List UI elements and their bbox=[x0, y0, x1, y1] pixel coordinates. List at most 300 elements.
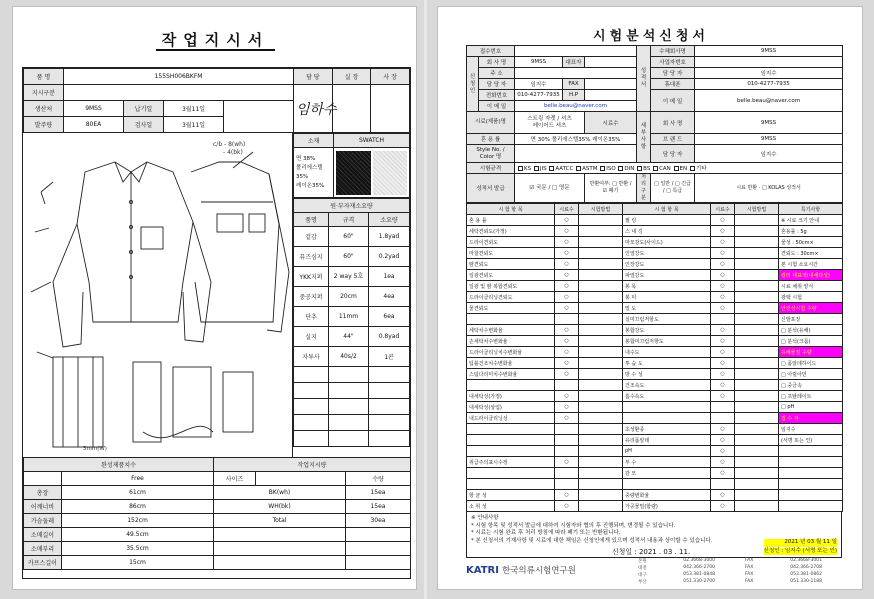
test-count-right[interactable] bbox=[711, 314, 735, 325]
size-row-value: 86cm bbox=[62, 500, 214, 514]
finished-size-table bbox=[23, 457, 411, 570]
test-item-right: 봉 목 bbox=[623, 281, 711, 292]
test-count-left[interactable]: ○ bbox=[555, 347, 579, 358]
test-count-left[interactable] bbox=[555, 314, 579, 325]
special-note: ※ 시료 크기 안내 bbox=[779, 215, 843, 226]
branch-contact-text: 대전 bbox=[638, 566, 647, 571]
sample-name-value: 스트링 자켓 / 셔츠 레이어드 셔츠 bbox=[515, 112, 585, 134]
test-count-right[interactable]: ○ bbox=[711, 435, 735, 446]
test-count-right[interactable]: ○ bbox=[711, 369, 735, 380]
checkbox-aatcc[interactable] bbox=[549, 166, 554, 171]
approval-table bbox=[293, 68, 410, 133]
test-method-left bbox=[579, 215, 623, 226]
special-note: □ pH bbox=[779, 402, 843, 413]
test-item-right: 투 습 도 bbox=[623, 358, 711, 369]
test-count-right[interactable]: ○ bbox=[711, 215, 735, 226]
test-item-right: 흡수속도 bbox=[623, 391, 711, 402]
test-item-left: 손세탁치수변화율 bbox=[467, 336, 555, 347]
test-count-left[interactable] bbox=[555, 424, 579, 435]
kolas-option[interactable]: 시료 반환 · □ KOLAS 성적서 bbox=[695, 174, 843, 203]
test-count-right[interactable]: ○ bbox=[711, 303, 735, 314]
test-method-left bbox=[579, 468, 623, 479]
test-count-left[interactable] bbox=[555, 380, 579, 391]
product-name-label: 품 명 bbox=[24, 69, 64, 85]
test-count-right[interactable]: ○ bbox=[711, 347, 735, 358]
company-label: 회 사 명 bbox=[479, 57, 515, 68]
test-count-left[interactable]: ○ bbox=[555, 402, 579, 413]
test-item-left: 세탁견뢰도(가정) bbox=[467, 226, 555, 237]
fabric-swatch bbox=[334, 148, 410, 198]
test-item-left: 스팀다리미치수변화율 bbox=[467, 369, 555, 380]
test-count-left[interactable] bbox=[555, 446, 579, 457]
test-method-right bbox=[735, 490, 779, 501]
garment-sketch bbox=[23, 132, 293, 457]
tests-head-item-2: 시 험 항 목 bbox=[623, 204, 711, 215]
subsidiary-row: 단추 bbox=[294, 307, 329, 327]
test-row bbox=[467, 347, 843, 358]
display-brand-value: 9MSS bbox=[695, 134, 843, 145]
test-row bbox=[467, 270, 843, 281]
test-item-right: pH bbox=[623, 446, 711, 457]
test-count-left[interactable]: ○ bbox=[555, 325, 579, 336]
test-method-right bbox=[735, 303, 779, 314]
tests-head-count-2: 시료수 bbox=[711, 204, 735, 215]
product-name-value: 155SH006BKFM bbox=[64, 69, 294, 85]
test-row bbox=[467, 391, 843, 402]
test-item-right: 필 링 bbox=[623, 215, 711, 226]
test-count-right[interactable]: ○ bbox=[711, 468, 735, 479]
test-method-left bbox=[579, 248, 623, 259]
test-method-left bbox=[579, 490, 623, 501]
test-row bbox=[467, 380, 843, 391]
test-method-right bbox=[735, 292, 779, 303]
test-method-right bbox=[735, 446, 779, 457]
test-count-right[interactable]: ○ bbox=[711, 325, 735, 336]
notice-date: 2021 년 03 월 11 일 bbox=[764, 539, 837, 547]
test-method-left bbox=[579, 391, 623, 402]
branch-contact-text: FAX bbox=[745, 579, 754, 584]
test-method-left bbox=[579, 303, 623, 314]
hp-label: H.P bbox=[563, 90, 585, 101]
inspect-date-value: 3월11일 bbox=[164, 117, 224, 133]
phone-value: 010-4277-7935 bbox=[515, 90, 563, 101]
display-brand-label: 브 랜 드 bbox=[651, 134, 695, 145]
test-count-left[interactable]: ○ bbox=[555, 369, 579, 380]
branch-contact-text: 042.366-2708 bbox=[790, 565, 822, 570]
test-count-left[interactable]: ○ bbox=[555, 292, 579, 303]
page-gutter bbox=[424, 0, 427, 599]
manager-label: 담 당 자 bbox=[479, 79, 515, 90]
biz-no-label: 사업자번호 bbox=[651, 57, 695, 68]
test-count-left[interactable] bbox=[555, 479, 579, 490]
special-note: 안전성시험 수량 bbox=[779, 303, 843, 314]
test-method-right bbox=[735, 237, 779, 248]
composition-value: 면 30% 폴리에스텔35% 레이온35% bbox=[515, 134, 637, 145]
test-item-right: 중량변화율 bbox=[623, 490, 711, 501]
test-row bbox=[467, 303, 843, 314]
test-row bbox=[467, 314, 843, 325]
test-row bbox=[467, 468, 843, 479]
test-method-right bbox=[735, 259, 779, 270]
composition-label: 혼 용 률 bbox=[467, 134, 515, 145]
checkbox-can[interactable] bbox=[653, 166, 658, 171]
test-count-left[interactable]: ○ bbox=[555, 259, 579, 270]
report-phone-value: 010-4277-7935 bbox=[695, 79, 843, 90]
test-rows bbox=[467, 215, 843, 512]
test-count-right[interactable]: ○ bbox=[711, 259, 735, 270]
test-method-left bbox=[579, 314, 623, 325]
special-note: 유해물질 수량 bbox=[779, 347, 843, 358]
test-count-left[interactable]: ○ bbox=[555, 281, 579, 292]
subsidiary-row: 퓨즈심지 bbox=[294, 247, 329, 267]
notice-box: ※ 안내사항 * 시험 항목 및 성적서 발급에 대하여 시험자와 협의 후 진행되며, 변경될 수 있습니다. * 시료는 시험 완료 후 처리 방침에 따라 폐기 또는 반환됩니다. * 본 신청서의 기재사항 및 시료에 대한 책임은 신청인에게 있으며 성적서 내용과 상이할 수 있습니다. 2021 년 03 월 11 일 신청인 : 임지수 (서명 또는 인) bbox=[466, 512, 842, 558]
style-no-label: Style No. / Color 명 bbox=[467, 145, 515, 163]
test-item-right: 밀 도 bbox=[623, 303, 711, 314]
tests-head-method: 시험방법 bbox=[579, 204, 623, 215]
order-qty-value: 80EA bbox=[64, 117, 124, 133]
test-item-right: 봉 미 bbox=[623, 292, 711, 303]
test-item-right: 가공물밀(함량) bbox=[623, 501, 711, 512]
test-method-right bbox=[735, 314, 779, 325]
special-note bbox=[779, 479, 843, 490]
test-count-left[interactable]: ○ bbox=[555, 270, 579, 281]
inspect-date-label: 검사일 bbox=[124, 117, 164, 133]
branch-contact-text: 대구 bbox=[638, 573, 647, 578]
test-method-right bbox=[735, 281, 779, 292]
test-count-left[interactable]: ○ bbox=[555, 226, 579, 237]
special-note: □ 폼알데하이드 bbox=[779, 358, 843, 369]
application-date: 신청일 : 2021 . 03 . 11. bbox=[611, 548, 691, 556]
test-method-left bbox=[579, 501, 623, 512]
test-method-right bbox=[735, 380, 779, 391]
test-item-left: 드라이견뢰도 bbox=[467, 237, 555, 248]
subsidiary-table: 원·부자재소요량 품명 규격 소요량 겉감 60" 1.8yad 퓨즈심지 60" 0.2yad YKK지퍼 2 way 5호 1ea 중공지퍼 20cm 4ea 단추 11mm 6ea 실지 44" 0.8yad 자투사 40s/2 1콘 bbox=[293, 198, 410, 447]
test-count-left[interactable] bbox=[555, 468, 579, 479]
test-count-left[interactable]: ○ bbox=[555, 358, 579, 369]
branch-contact-text: 042.366-2700 bbox=[683, 565, 715, 570]
test-item-right: 방 수 성 bbox=[623, 369, 711, 380]
test-count-left[interactable]: ○ bbox=[555, 391, 579, 402]
special-note bbox=[779, 446, 843, 457]
branch-contact-text: 02.3668-3000 bbox=[683, 558, 715, 563]
test-item-left: 드라이클리닝견뢰도 bbox=[467, 292, 555, 303]
special-note: 광택 시험 bbox=[779, 292, 843, 303]
report-company-label: 수혜회사명 bbox=[651, 46, 695, 57]
special-note: 본 시험 소요시간 bbox=[779, 259, 843, 270]
fabric-table bbox=[293, 133, 410, 198]
standards-options: KS JIS AATCC ASTM ISO DIN BS CAN EN 기타 bbox=[515, 163, 843, 174]
checkbox-jis[interactable] bbox=[534, 166, 539, 171]
subsidiary-title: 원·부자재소요량 bbox=[294, 199, 410, 213]
test-application-page bbox=[437, 6, 863, 590]
test-count-left[interactable]: ○ bbox=[555, 501, 579, 512]
work-order-page bbox=[12, 6, 417, 590]
test-count-right[interactable]: ○ bbox=[711, 457, 735, 468]
test-item-left bbox=[467, 314, 555, 325]
test-method-left bbox=[579, 292, 623, 303]
order-row-qty: 15ea bbox=[346, 486, 411, 500]
test-item-left: 내세탁성(가정) bbox=[467, 391, 555, 402]
test-item-left: 취급주의표시수정 bbox=[467, 457, 555, 468]
test-method-left bbox=[579, 446, 623, 457]
test-count-right[interactable]: ○ bbox=[711, 336, 735, 347]
subsidiary-head-item: 품명 bbox=[294, 213, 329, 227]
test-item-left: 드라이클리닝치수변화율 bbox=[467, 347, 555, 358]
test-method-left bbox=[579, 237, 623, 248]
test-count-right[interactable]: ○ bbox=[711, 424, 735, 435]
test-item-left bbox=[467, 446, 555, 457]
test-method-right bbox=[735, 270, 779, 281]
test-item-right bbox=[623, 479, 711, 490]
special-note: 혼용률 : 5g bbox=[779, 226, 843, 237]
special-note: 물성 : 50cm× bbox=[779, 237, 843, 248]
test-count-right[interactable]: ○ bbox=[711, 358, 735, 369]
subsidiary-row: 실지 bbox=[294, 327, 329, 347]
report-company-value: 9MSS bbox=[695, 46, 843, 57]
phone-label: 전화번호 bbox=[479, 90, 515, 101]
test-row bbox=[467, 292, 843, 303]
test-method-right bbox=[735, 226, 779, 237]
special-note bbox=[779, 457, 843, 468]
test-item-right: 봉합미끄럼저항도 bbox=[623, 336, 711, 347]
test-method-left bbox=[579, 380, 623, 391]
test-item-left bbox=[467, 468, 555, 479]
approval-head-3: 사 장 bbox=[371, 69, 410, 85]
report-manager-value: 임지수 bbox=[695, 68, 843, 79]
test-method-right bbox=[735, 468, 779, 479]
applicant-side-label: 신청인 bbox=[467, 57, 479, 112]
special-note: □ 중금속 bbox=[779, 380, 843, 391]
test-item-right: 마모강도(사이드) bbox=[623, 237, 711, 248]
producer-value: 9MSS bbox=[64, 101, 124, 117]
test-row bbox=[467, 446, 843, 457]
test-method-left bbox=[579, 347, 623, 358]
subsidiary-head-spec: 규격 bbox=[329, 213, 369, 227]
test-count-right[interactable]: ○ bbox=[711, 226, 735, 237]
test-method-left bbox=[579, 424, 623, 435]
address-label: 주 소 bbox=[479, 68, 515, 79]
test-item-right: 인열강도 bbox=[623, 248, 711, 259]
test-method-left bbox=[579, 281, 623, 292]
test-item-left bbox=[467, 435, 555, 446]
shirt-front-outline bbox=[77, 162, 193, 322]
sample-name-label: 시료(제품)명 bbox=[467, 112, 515, 134]
test-count-right[interactable] bbox=[711, 479, 735, 490]
test-item-right: 내수도 bbox=[623, 347, 711, 358]
test-count-right[interactable]: ○ bbox=[711, 501, 735, 512]
work-order-header bbox=[23, 68, 294, 133]
branch-contact-text: FAX bbox=[745, 558, 754, 563]
checkbox-etc[interactable] bbox=[690, 166, 695, 171]
email-value: belle.beau@naver.com bbox=[515, 101, 637, 112]
test-row bbox=[467, 435, 843, 446]
test-method-left bbox=[579, 457, 623, 468]
test-count-right[interactable]: ○ bbox=[711, 281, 735, 292]
test-method-left bbox=[579, 435, 623, 446]
checkbox-iso[interactable] bbox=[600, 166, 605, 171]
test-count-right[interactable]: ○ bbox=[711, 380, 735, 391]
test-count-left[interactable]: ○ bbox=[555, 237, 579, 248]
test-item-right: 실미끄럼저항도 bbox=[623, 314, 711, 325]
fax-label: FAX bbox=[563, 79, 585, 90]
due-date-value: 3월11일 bbox=[164, 101, 224, 117]
fabric-composition: 면 38% 폴리에스텔 35% 레이온35% bbox=[294, 148, 334, 198]
test-count-left[interactable]: ○ bbox=[555, 248, 579, 259]
checkbox-ks[interactable] bbox=[518, 166, 523, 171]
test-row bbox=[467, 336, 843, 347]
test-method-right bbox=[735, 413, 779, 424]
test-count-left[interactable]: ○ bbox=[555, 303, 579, 314]
special-note: 컬러 대표색(내세탁성) bbox=[779, 270, 843, 281]
test-method-left bbox=[579, 402, 623, 413]
test-count-right[interactable]: ○ bbox=[711, 237, 735, 248]
size-row-label: 소매부리 bbox=[24, 542, 62, 556]
work-qty-title: 작업지시량 bbox=[214, 458, 411, 472]
order-qty-head: 수량 bbox=[346, 472, 411, 486]
subsidiary-row: 자투사 bbox=[294, 347, 329, 367]
checkbox-en[interactable] bbox=[674, 166, 679, 171]
special-note: (서명 또는 인) bbox=[779, 435, 843, 446]
size-row-value: 35.5cm bbox=[62, 542, 214, 556]
test-count-right[interactable]: ○ bbox=[711, 270, 735, 281]
test-item-right: 건조속도 bbox=[623, 380, 711, 391]
test-method-right bbox=[735, 424, 779, 435]
branch-contact-text: 본원 bbox=[638, 559, 647, 564]
checkbox-astm[interactable] bbox=[576, 166, 581, 171]
test-count-right[interactable] bbox=[711, 413, 735, 424]
test-count-right[interactable]: ○ bbox=[711, 391, 735, 402]
test-row bbox=[467, 358, 843, 369]
test-count-right[interactable]: ○ bbox=[711, 490, 735, 501]
test-method-right bbox=[735, 325, 779, 336]
test-item-left: 물견뢰도 bbox=[467, 303, 555, 314]
test-method-right bbox=[735, 369, 779, 380]
email-label: 이 메 일 bbox=[479, 101, 515, 112]
test-item-left: 일광견뢰도 bbox=[467, 270, 555, 281]
subsidiary-row: 겉감 bbox=[294, 227, 329, 247]
test-item-left: 소 취 성 bbox=[467, 501, 555, 512]
size-row-label: 어깨너비 bbox=[24, 500, 62, 514]
katri-logo: KATRI 한국의류시험연구원 bbox=[466, 565, 576, 576]
special-note bbox=[779, 490, 843, 501]
order-type-label: 지시구분 bbox=[24, 85, 64, 101]
size-row-value: 49.5cm bbox=[62, 528, 214, 542]
fabric-label: 소재 bbox=[294, 134, 334, 148]
size-free-label: Free bbox=[62, 472, 214, 486]
size-row-label: 가슴둘레 bbox=[24, 514, 62, 528]
test-row bbox=[467, 237, 843, 248]
test-row bbox=[467, 479, 843, 490]
process-label: 처리구분 bbox=[637, 174, 651, 203]
test-item-right: 파열강도 bbox=[623, 270, 711, 281]
subsidiary-row: YKK지퍼 bbox=[294, 267, 329, 287]
test-method-left bbox=[579, 369, 623, 380]
grade-return[interactable]: 반환여부: □ 반환 / ☑ 폐기 bbox=[585, 174, 637, 203]
test-count-left[interactable]: ○ bbox=[555, 336, 579, 347]
test-items-table bbox=[466, 203, 843, 512]
branch-contact-text: 부산 bbox=[638, 580, 647, 585]
test-method-left bbox=[579, 259, 623, 270]
shirt-sketch-svg bbox=[23, 132, 293, 457]
branch-contact-text: 051.330-2700 bbox=[683, 579, 715, 584]
branch-contact-text: FAX bbox=[745, 565, 754, 570]
test-count-left[interactable]: ○ bbox=[555, 457, 579, 468]
test-count-right[interactable]: ○ bbox=[711, 446, 735, 457]
test-count-right[interactable]: ○ bbox=[711, 292, 735, 303]
test-item-left: 마찰견뢰도 bbox=[467, 248, 555, 259]
approval-head-1: 담 당 bbox=[294, 69, 333, 85]
sketch-note-2: - 4(bk) bbox=[223, 149, 243, 156]
test-item-left: 항 균 성 bbox=[467, 490, 555, 501]
test-item-left: 텀블건조치수변화율 bbox=[467, 358, 555, 369]
branch-contact-text: 053.381-0848 bbox=[683, 572, 715, 577]
test-method-right bbox=[735, 336, 779, 347]
tests-head-special: 특기사항 bbox=[779, 204, 843, 215]
subsidiary-head-qty: 소요량 bbox=[369, 213, 410, 227]
test-row bbox=[467, 215, 843, 226]
process-options[interactable]: □ 일반 / □ 긴급 / □ 특급 bbox=[651, 174, 695, 203]
display-company-value: 9MSS bbox=[695, 112, 843, 134]
test-method-right bbox=[735, 479, 779, 490]
approval-head-2: 실 장 bbox=[332, 69, 371, 85]
test-item-right: 유리폼알데 bbox=[623, 435, 711, 446]
grade-language[interactable]: ☑ 국문 / □ 영문 bbox=[515, 174, 585, 203]
test-count-right[interactable]: ○ bbox=[711, 248, 735, 259]
display-manager-label: 담 당 자 bbox=[651, 145, 695, 163]
branch-contact-text: 053.381-0862 bbox=[790, 572, 822, 577]
test-method-right bbox=[735, 358, 779, 369]
test-item-left: 세탁치수변화율 bbox=[467, 325, 555, 336]
order-row-size: WH(bk) bbox=[214, 500, 346, 514]
test-row bbox=[467, 402, 843, 413]
test-method-left bbox=[579, 226, 623, 237]
test-method-left bbox=[579, 358, 623, 369]
special-note: □ 프탈레이트 bbox=[779, 391, 843, 402]
test-count-left[interactable] bbox=[555, 435, 579, 446]
size-row-value: 15cm bbox=[62, 556, 214, 570]
finished-size-title: 완성제품치수 bbox=[24, 458, 214, 472]
checkbox-din[interactable] bbox=[618, 166, 623, 171]
test-row bbox=[467, 424, 843, 435]
order-row-size: BK(wh) bbox=[214, 486, 346, 500]
order-type-value bbox=[64, 85, 294, 101]
test-method-right bbox=[735, 347, 779, 358]
due-date-label: 납기일 bbox=[124, 101, 164, 117]
size-row-label: 총장 bbox=[24, 486, 62, 500]
tests-head-count: 시료수 bbox=[555, 204, 579, 215]
display-side-label: 세부사항 bbox=[637, 112, 651, 163]
test-method-right bbox=[735, 402, 779, 413]
test-method-left bbox=[579, 325, 623, 336]
report-manager-label: 담 당 자 bbox=[651, 68, 695, 79]
test-count-right[interactable] bbox=[711, 402, 735, 413]
report-email-value: belle.beau@naver.com bbox=[695, 90, 843, 112]
test-count-left[interactable]: ○ bbox=[555, 413, 579, 424]
test-application-title: 시험분석신청서 bbox=[593, 29, 709, 44]
report-phone-label: 휴대폰 bbox=[651, 79, 695, 90]
test-count-left[interactable]: ○ bbox=[555, 215, 579, 226]
order-row-qty: 15ea bbox=[346, 500, 411, 514]
test-item-left: 내세탁성(상업) bbox=[467, 402, 555, 413]
test-item-right bbox=[623, 413, 711, 424]
size-row-value: 61cm bbox=[62, 486, 214, 500]
report-email-label: 이 메 일 bbox=[651, 90, 695, 112]
special-note: 접 수 자 bbox=[779, 413, 843, 424]
checkbox-bs[interactable] bbox=[637, 166, 642, 171]
test-count-left[interactable]: ○ bbox=[555, 490, 579, 501]
special-note: 임지수 bbox=[779, 424, 843, 435]
test-row bbox=[467, 501, 843, 512]
